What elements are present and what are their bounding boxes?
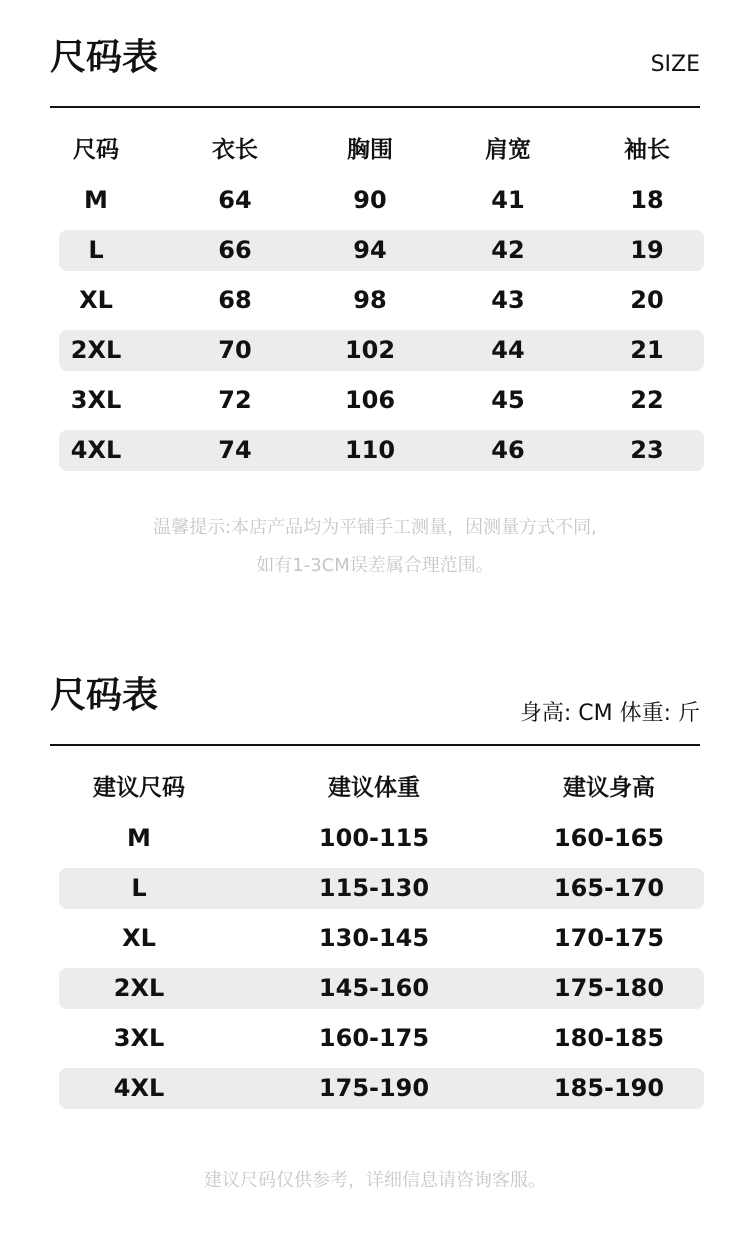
table-row <box>59 280 704 321</box>
table-row <box>59 1068 704 1109</box>
chest-cell: 98 <box>353 286 387 314</box>
size-cell: 2XL <box>70 336 122 364</box>
sleeve-cell: 23 <box>630 436 664 464</box>
size-cell: M <box>127 824 151 852</box>
chest-cell: 90 <box>353 186 387 214</box>
weight-cell: 175-190 <box>318 1074 430 1102</box>
shoulder-cell: 45 <box>491 386 525 414</box>
header-length: 衣长 <box>212 137 258 163</box>
size-label: SIZE <box>650 52 700 77</box>
length-cell: 66 <box>218 236 252 264</box>
size-cell: XL <box>79 286 113 314</box>
weight-cell: 130-145 <box>318 924 430 952</box>
recommend-table-title: 尺码表 <box>50 675 159 716</box>
header-recommended-size: 建议尺码 <box>93 775 185 801</box>
sleeve-cell: 18 <box>630 186 664 214</box>
length-cell: 64 <box>218 186 252 214</box>
weight-cell: 115-130 <box>318 874 430 902</box>
size-cell: L <box>88 236 104 264</box>
table-row <box>59 180 704 221</box>
size-cell: XL <box>122 924 156 952</box>
shoulder-cell: 43 <box>491 286 525 314</box>
size-cell: 2XL <box>113 974 165 1002</box>
unit-label: 身高: CM 体重: 斤 <box>519 701 700 726</box>
table-row <box>59 1018 704 1059</box>
header-recommended-height: 建议身高 <box>563 775 655 801</box>
shoulder-cell: 42 <box>491 236 525 264</box>
size-table-title: 尺码表 <box>50 37 159 78</box>
shoulder-cell: 46 <box>491 436 525 464</box>
recommend-table-divider <box>50 744 700 746</box>
header-shoulder: 肩宽 <box>485 137 531 163</box>
weight-cell: 100-115 <box>318 824 430 852</box>
recommend-table-header-row <box>59 768 704 809</box>
chest-cell: 106 <box>344 386 396 414</box>
table-row <box>59 430 704 471</box>
table-row <box>59 818 704 859</box>
size-cell: L <box>131 874 147 902</box>
size-cell: 3XL <box>113 1024 165 1052</box>
weight-cell: 160-175 <box>318 1024 430 1052</box>
measurement-note-line2: 如有1-3CM误差属合理范围。 <box>256 555 494 576</box>
header-chest: 胸围 <box>347 137 393 163</box>
chest-cell: 94 <box>353 236 387 264</box>
length-cell: 70 <box>218 336 252 364</box>
height-cell: 185-190 <box>553 1074 665 1102</box>
length-cell: 74 <box>218 436 252 464</box>
size-cell: 4XL <box>113 1074 165 1102</box>
height-cell: 170-175 <box>553 924 665 952</box>
sleeve-cell: 22 <box>630 386 664 414</box>
length-cell: 68 <box>218 286 252 314</box>
sleeve-cell: 21 <box>630 336 664 364</box>
table-row <box>59 330 704 371</box>
sleeve-cell: 20 <box>630 286 664 314</box>
sleeve-cell: 19 <box>630 236 664 264</box>
height-cell: 160-165 <box>553 824 665 852</box>
header-size: 尺码 <box>73 137 119 163</box>
height-cell: 165-170 <box>553 874 665 902</box>
weight-cell: 145-160 <box>318 974 430 1002</box>
height-cell: 180-185 <box>553 1024 665 1052</box>
header-sleeve: 袖长 <box>624 137 670 163</box>
table-row <box>59 230 704 271</box>
chest-cell: 102 <box>344 336 396 364</box>
table-row <box>59 968 704 1009</box>
size-table-divider <box>50 106 700 108</box>
measurement-note-line1: 温馨提示:本店产品均为平铺手工测量，因测量方式不同, <box>153 517 597 538</box>
size-table-header-row <box>59 130 704 171</box>
table-row <box>59 380 704 421</box>
table-row <box>59 868 704 909</box>
shoulder-cell: 41 <box>491 186 525 214</box>
length-cell: 72 <box>218 386 252 414</box>
shoulder-cell: 44 <box>491 336 525 364</box>
recommend-note: 建议尺码仅供参考，详细信息请咨询客服。 <box>204 1170 546 1191</box>
size-cell: M <box>84 186 108 214</box>
size-cell: 3XL <box>70 386 122 414</box>
header-recommended-weight: 建议体重 <box>328 775 420 801</box>
chest-cell: 110 <box>344 436 396 464</box>
height-cell: 175-180 <box>553 974 665 1002</box>
size-cell: 4XL <box>70 436 122 464</box>
table-row <box>59 918 704 959</box>
